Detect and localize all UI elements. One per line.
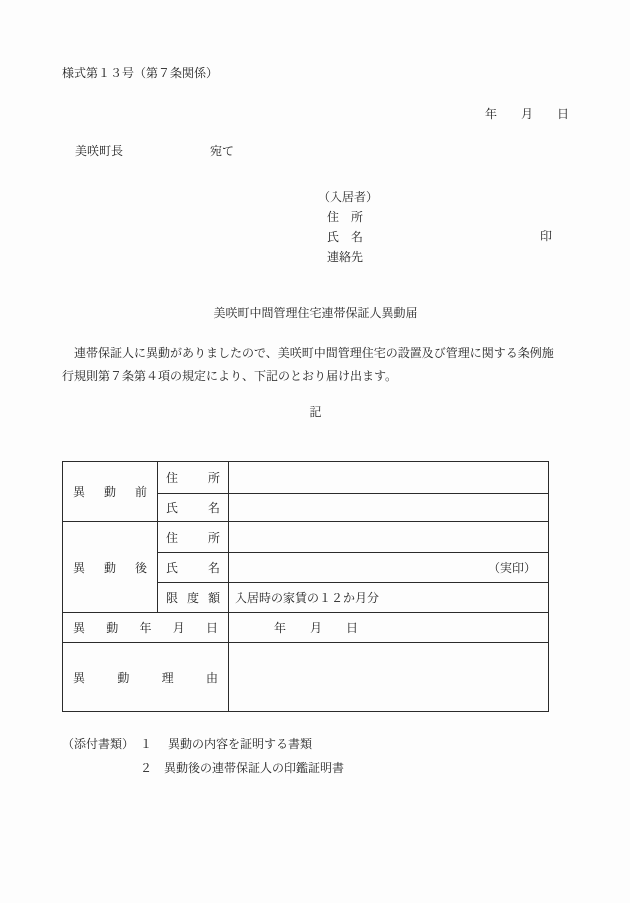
table-row — [63, 462, 549, 494]
document-title: 美咲町中間管理住宅連帯保証人異動届 — [213, 306, 418, 320]
resident-heading: （入居者） — [318, 190, 379, 204]
attachment-line-2 — [140, 756, 344, 780]
attachments-block — [62, 732, 344, 780]
resident-name-label: 氏 名 — [327, 230, 364, 244]
record-marker: 記 — [309, 405, 322, 419]
addressee-line — [75, 142, 234, 159]
limit-value-cell: 入居時の家賃の１２か月分 — [229, 583, 549, 613]
after-name-label: 氏名 — [158, 553, 229, 583]
body-line-1: 連帯保証人に異動がありましたので、美咲町中間管理住宅の設置及び管理に関する条例施 — [62, 346, 554, 360]
before-address-value-cell — [229, 462, 549, 494]
table-row — [63, 613, 549, 643]
change-details-table — [62, 461, 549, 712]
table-row — [63, 643, 549, 712]
resident-contact-label: 連絡先 — [327, 250, 364, 264]
form-number: 様式第１３号（第７条関係） — [62, 66, 219, 80]
seal-mark: 印 — [540, 229, 553, 243]
before-group-label: 異動前 — [63, 462, 158, 522]
before-name-value-cell — [229, 494, 549, 522]
change-date-value-cell: 年 月 日 — [229, 613, 549, 643]
attachments-label: （添付書類） — [62, 737, 135, 751]
body-paragraph — [62, 342, 568, 388]
attachment-2-text: 異動後の連帯保証人の印鑑証明書 — [164, 761, 345, 775]
resident-info-block — [318, 187, 378, 267]
table — [62, 461, 549, 712]
change-reason-label: 異動理由 — [63, 643, 229, 712]
after-group-label: 異動後 — [63, 522, 158, 613]
resident-address-label: 住 所 — [327, 210, 364, 224]
change-reason-value-cell — [229, 643, 549, 712]
before-name-label: 氏名 — [158, 494, 229, 522]
attachment-2-number: ２ — [140, 761, 153, 775]
attachment-line-1 — [62, 732, 344, 756]
table-row — [63, 522, 549, 553]
attachment-1-number: １ — [140, 737, 153, 751]
after-address-value-cell — [229, 522, 549, 553]
addressee-name: 美咲町長 — [75, 144, 124, 158]
after-address-label: 住所 — [158, 522, 229, 553]
body-line-2: 行規則第７条第４項の規定により、下記のとおり届け出ます。 — [62, 369, 398, 383]
change-date-label: 異動年月日 — [63, 613, 229, 643]
after-name-value-cell: （実印） — [229, 553, 549, 583]
submission-date-placeholder: 年 月 日 — [484, 107, 569, 121]
limit-label: 限度額 — [158, 583, 229, 613]
addressee-suffix: 宛て — [210, 144, 235, 158]
attachment-1-text: 異動の内容を証明する書類 — [168, 737, 313, 751]
before-address-label: 住所 — [158, 462, 229, 494]
